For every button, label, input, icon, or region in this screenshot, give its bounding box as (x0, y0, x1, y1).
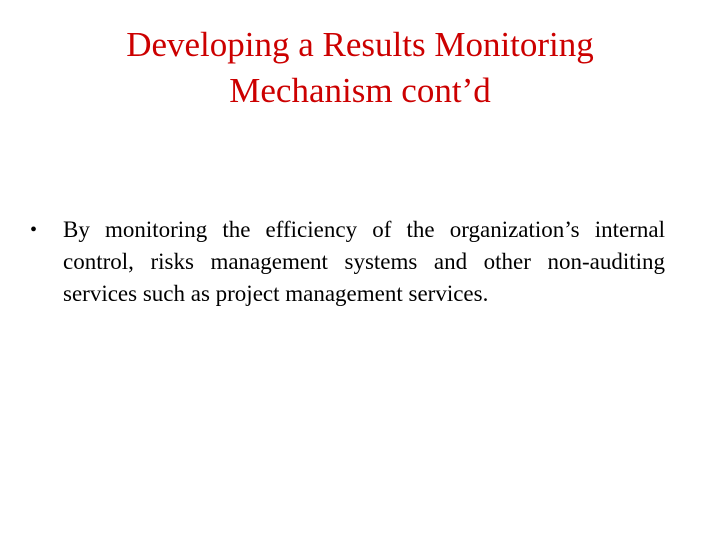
bullet-icon: • (30, 219, 38, 241)
slide-title-line-1: Developing a Results Monitoring (126, 25, 594, 64)
bullet-list (30, 214, 665, 310)
bullet-item (30, 214, 665, 310)
slide-title-line-2: Mechanism cont’d (229, 71, 491, 110)
slide-title (40, 22, 680, 114)
bullet-text: By monitoring the efficiency of the organization’s internal control, risks management systems and other non-auditing services such as project management services. (63, 217, 665, 306)
